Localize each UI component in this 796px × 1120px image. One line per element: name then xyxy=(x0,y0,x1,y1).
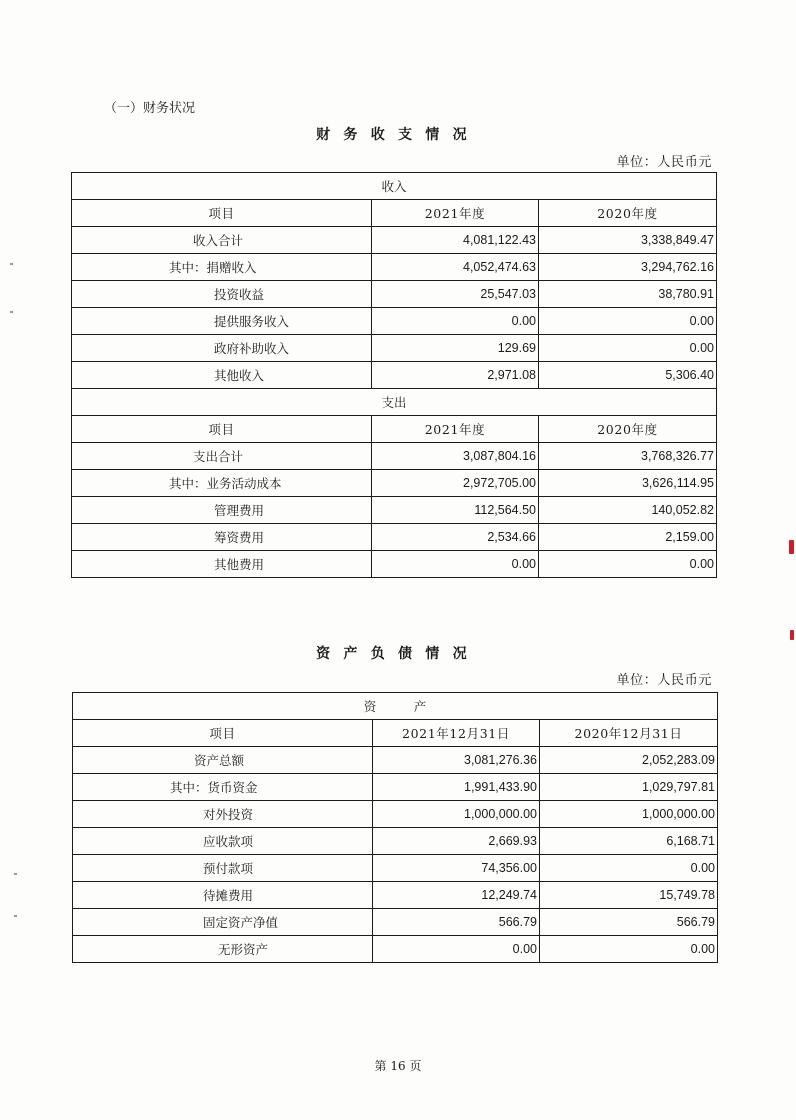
table-row xyxy=(72,362,717,389)
value-2020: 15,749.78 xyxy=(540,882,718,909)
row-label: 预付款项 xyxy=(73,855,373,882)
table-row xyxy=(72,281,717,308)
scan-speck xyxy=(10,263,13,265)
row-label: 对外投资 xyxy=(73,801,373,828)
value-2021: 2,972,705.00 xyxy=(372,470,539,497)
value-2021: 3,087,804.16 xyxy=(372,443,539,470)
income-header-row xyxy=(72,200,717,227)
scan-speck xyxy=(10,311,13,313)
row-label: 资产总额 xyxy=(73,747,373,774)
scan-red-mark xyxy=(790,630,794,640)
value-2021: 129.69 xyxy=(372,335,539,362)
value-2021: 3,081,276.36 xyxy=(373,747,540,774)
row-label: 其中：捐赠收入 xyxy=(72,254,372,281)
row-label: 其他费用 xyxy=(72,551,372,578)
section-heading: （一）财务状况 xyxy=(104,101,196,116)
col-item-header: 项目 xyxy=(72,200,372,227)
scan-speck xyxy=(14,873,17,875)
row-label: 政府补助收入 xyxy=(72,335,372,362)
value-2020: 2,159.00 xyxy=(539,524,717,551)
table-row xyxy=(72,470,717,497)
value-2020: 1,000,000.00 xyxy=(540,801,718,828)
table-row xyxy=(72,497,717,524)
row-label: 管理费用 xyxy=(72,497,372,524)
scan-red-mark xyxy=(789,540,794,554)
col-2020-header: 2020年度 xyxy=(539,200,717,227)
page-number: 第 16 页 xyxy=(374,1059,422,1073)
value-2020: 3,626,114.95 xyxy=(539,470,717,497)
table-row xyxy=(73,774,718,801)
table-row xyxy=(72,443,717,470)
balance-unit-label: 单位：人民币元 xyxy=(616,673,712,688)
row-label: 提供服务收入 xyxy=(72,308,372,335)
income-statement-title: 财务收支情况 xyxy=(316,127,480,143)
value-2021: 0.00 xyxy=(372,308,539,335)
value-2021: 2,534.66 xyxy=(372,524,539,551)
row-label: 投资收益 xyxy=(72,281,372,308)
table-row xyxy=(73,882,718,909)
value-2020: 38,780.91 xyxy=(539,281,717,308)
row-label: 支出合计 xyxy=(72,443,372,470)
value-2020: 0.00 xyxy=(539,308,717,335)
row-label: 待摊费用 xyxy=(73,882,373,909)
col-item-header: 项目 xyxy=(73,720,373,747)
value-2021: 25,547.03 xyxy=(372,281,539,308)
value-2020: 0.00 xyxy=(540,936,718,963)
row-label: 其中：业务活动成本 xyxy=(72,470,372,497)
value-2020: 3,294,762.16 xyxy=(539,254,717,281)
value-2021: 2,971.08 xyxy=(372,362,539,389)
table-row xyxy=(73,936,718,963)
col-2021-header: 2021年度 xyxy=(372,200,539,227)
col-2020-header: 2020年度 xyxy=(539,416,717,443)
row-label: 其中：货币资金 xyxy=(73,774,373,801)
balance-sheet-title: 资产负债情况 xyxy=(316,646,480,662)
table-row xyxy=(72,308,717,335)
expense-header-row xyxy=(72,416,717,443)
row-label: 筹资费用 xyxy=(72,524,372,551)
table-row xyxy=(73,801,718,828)
value-2021: 0.00 xyxy=(372,551,539,578)
table-row xyxy=(73,855,718,882)
value-2020: 6,168.71 xyxy=(540,828,718,855)
value-2021: 74,356.00 xyxy=(373,855,540,882)
value-2020: 5,306.40 xyxy=(539,362,717,389)
income-section-row xyxy=(72,173,717,200)
income-statement-table xyxy=(71,172,717,578)
value-2021: 0.00 xyxy=(373,936,540,963)
value-2021: 2,669.93 xyxy=(373,828,540,855)
table-row xyxy=(73,909,718,936)
row-label: 固定资产净值 xyxy=(73,909,373,936)
table-row xyxy=(73,828,718,855)
value-2020: 3,768,326.77 xyxy=(539,443,717,470)
row-label: 无形资产 xyxy=(73,936,373,963)
scan-speck xyxy=(14,915,17,917)
value-2021: 1,991,433.90 xyxy=(373,774,540,801)
table-row xyxy=(72,524,717,551)
value-2021: 12,249.74 xyxy=(373,882,540,909)
value-2020: 140,052.82 xyxy=(539,497,717,524)
row-label: 应收款项 xyxy=(73,828,373,855)
balance-sheet-table xyxy=(72,692,718,963)
table-row xyxy=(73,747,718,774)
table-row xyxy=(72,227,717,254)
col-item-header: 项目 xyxy=(72,416,372,443)
col-2020-header: 2020年12月31日 xyxy=(540,720,718,747)
income-unit-label: 单位：人民币元 xyxy=(616,155,712,170)
value-2020: 0.00 xyxy=(540,855,718,882)
balance-header-row xyxy=(73,720,718,747)
value-2020: 566.79 xyxy=(540,909,718,936)
expense-section-row xyxy=(72,389,717,416)
assets-section-label: 资 产 xyxy=(73,693,718,720)
value-2020: 2,052,283.09 xyxy=(540,747,718,774)
value-2020: 3,338,849.47 xyxy=(539,227,717,254)
assets-section-row xyxy=(73,693,718,720)
value-2021: 112,564.50 xyxy=(372,497,539,524)
value-2020: 0.00 xyxy=(539,335,717,362)
table-row xyxy=(72,551,717,578)
value-2021: 566.79 xyxy=(373,909,540,936)
value-2021: 4,052,474.63 xyxy=(372,254,539,281)
row-label: 其他收入 xyxy=(72,362,372,389)
value-2021: 4,081,122.43 xyxy=(372,227,539,254)
table-row xyxy=(72,335,717,362)
table-row xyxy=(72,254,717,281)
value-2020: 0.00 xyxy=(539,551,717,578)
row-label: 收入合计 xyxy=(72,227,372,254)
income-section-label: 收入 xyxy=(72,173,717,200)
expense-section-label: 支出 xyxy=(72,389,717,416)
value-2021: 1,000,000.00 xyxy=(373,801,540,828)
value-2020: 1,029,797.81 xyxy=(540,774,718,801)
col-2021-header: 2021年12月31日 xyxy=(373,720,540,747)
col-2021-header: 2021年度 xyxy=(372,416,539,443)
